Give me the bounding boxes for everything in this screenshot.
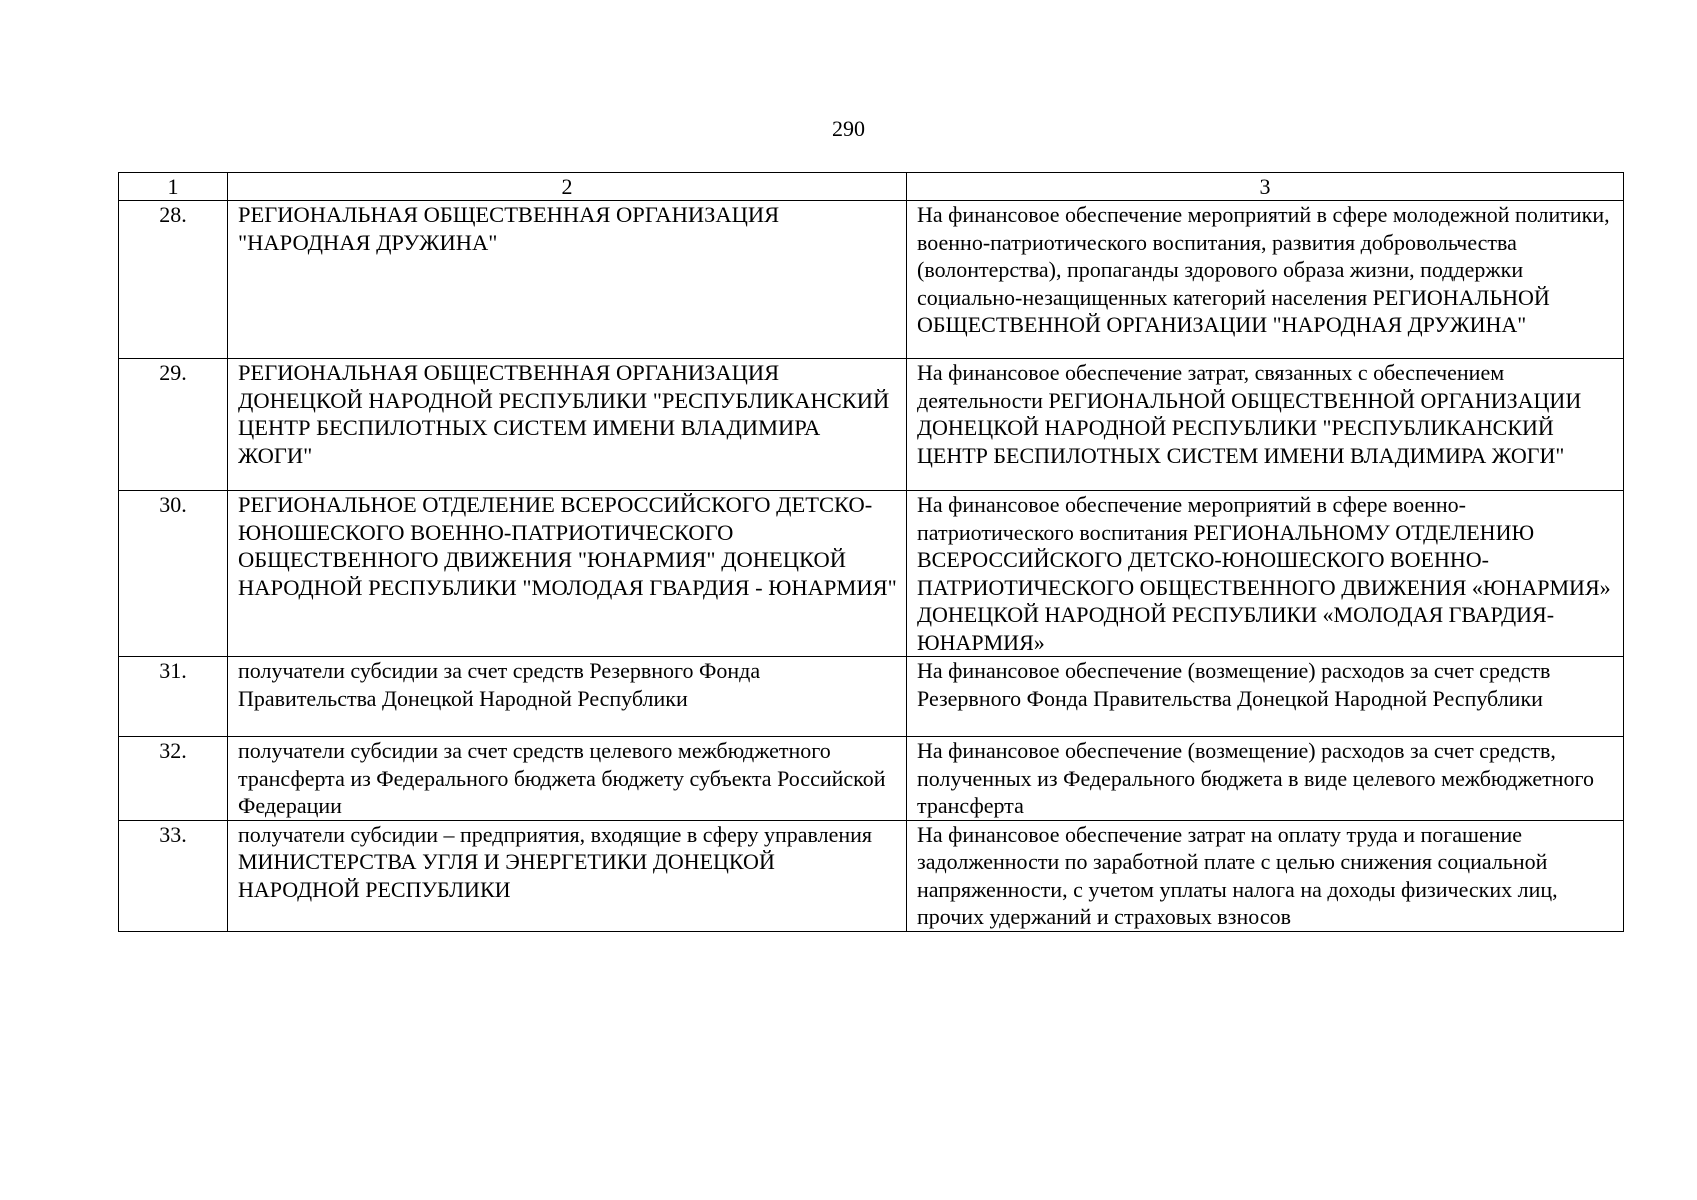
recipient-cell: РЕГИОНАЛЬНАЯ ОБЩЕСТВЕННАЯ ОРГАНИЗАЦИЯ ДОНЕЦКОЙ НАРОДНОЙ РЕСПУБЛИКИ "РЕСПУБЛИКАНСКИЙ ЦЕНТР БЕСПИЛОТНЫХ СИСТЕМ ИМЕНИ ВЛАДИМИРА ЖОГИ"	[228, 359, 907, 491]
recipient-cell: РЕГИОНАЛЬНАЯ ОБЩЕСТВЕННАЯ ОРГАНИЗАЦИЯ "НАРОДНАЯ ДРУЖИНА"	[228, 201, 907, 359]
recipient-cell: получатели субсидии за счет средств целевого межбюджетного трансферта из Федерального бюджета бюджету субъекта Российской Федерации	[228, 737, 907, 821]
table-row	[119, 359, 1624, 491]
row-number: 30.	[119, 491, 228, 657]
table-header-row	[119, 173, 1624, 201]
purpose-cell: На финансовое обеспечение мероприятий в сфере военно-патриотического воспитания РЕГИОНАЛЬНОМУ ОТДЕЛЕНИЮ ВСЕРОССИЙСКОГО ДЕТСКО-ЮНОШЕСКОГО ВОЕННО-ПАТРИОТИЧЕСКОГО ОБЩЕСТВЕННОГО ДВИЖЕНИЯ «ЮНАРМИЯ» ДОНЕЦКОЙ НАРОДНОЙ РЕСПУБЛИКИ «МОЛОДАЯ ГВАРДИЯ-ЮНАРМИЯ»	[907, 491, 1624, 657]
purpose-cell: На финансовое обеспечение затрат, связанных с обеспечением деятельности РЕГИОНАЛЬНОЙ ОБЩЕСТВЕННОЙ ОРГАНИЗАЦИИ ДОНЕЦКОЙ НАРОДНОЙ РЕСПУБЛИКИ "РЕСПУБЛИКАНСКИЙ ЦЕНТР БЕСПИЛОТНЫХ СИСТЕМ ИМЕНИ ВЛАДИМИРА ЖОГИ"	[907, 359, 1624, 491]
row-number: 29.	[119, 359, 228, 491]
recipient-cell: получатели субсидии за счет средств Резервного Фонда Правительства Донецкой Народной Республики	[228, 657, 907, 737]
page-number: 290	[832, 116, 865, 141]
purpose-cell: На финансовое обеспечение мероприятий в сфере молодежной политики, военно-патриотического воспитания, развития добровольчества (волонтерства), пропаганды здорового образа жизни, поддержки социально-незащищенных категорий населения РЕГИОНАЛЬНОЙ ОБЩЕСТВЕННОЙ ОРГАНИЗАЦИИ "НАРОДНАЯ ДРУЖИНА"	[907, 201, 1624, 359]
subsidy-table	[118, 172, 1624, 932]
row-number: 31.	[119, 657, 228, 737]
column-header-recipient: 2	[228, 173, 907, 201]
table-row	[119, 201, 1624, 359]
table-row	[119, 820, 1624, 931]
row-number: 28.	[119, 201, 228, 359]
column-header-purpose: 3	[907, 173, 1624, 201]
table-row	[119, 737, 1624, 821]
purpose-cell: На финансовое обеспечение (возмещение) расходов за счет средств, полученных из Федерального бюджета в виде целевого межбюджетного трансферта	[907, 737, 1624, 821]
purpose-cell: На финансовое обеспечение (возмещение) расходов за счет средств Резервного Фонда Правительства Донецкой Народной Республики	[907, 657, 1624, 737]
recipient-cell: РЕГИОНАЛЬНОЕ ОТДЕЛЕНИЕ ВСЕРОССИЙСКОГО ДЕТСКО-ЮНОШЕСКОГО ВОЕННО-ПАТРИОТИЧЕСКОГО ОБЩЕСТВЕННОГО ДВИЖЕНИЯ "ЮНАРМИЯ" ДОНЕЦКОЙ НАРОДНОЙ РЕСПУБЛИКИ "МОЛОДАЯ ГВАРДИЯ - ЮНАРМИЯ"	[228, 491, 907, 657]
row-number: 33.	[119, 820, 228, 931]
table-row	[119, 657, 1624, 737]
purpose-cell: На финансовое обеспечение затрат на оплату труда и погашение задолженности по заработной плате с целью снижения социальной напряженности, с учетом уплаты налога на доходы физических лиц, прочих удержаний и страховых взносов	[907, 820, 1624, 931]
column-header-number: 1	[119, 173, 228, 201]
table-row	[119, 491, 1624, 657]
recipient-cell: получатели субсидии – предприятия, входящие в сферу управления МИНИСТЕРСТВА УГЛЯ И ЭНЕРГЕТИКИ ДОНЕЦКОЙ НАРОДНОЙ РЕСПУБЛИКИ	[228, 820, 907, 931]
row-number: 32.	[119, 737, 228, 821]
